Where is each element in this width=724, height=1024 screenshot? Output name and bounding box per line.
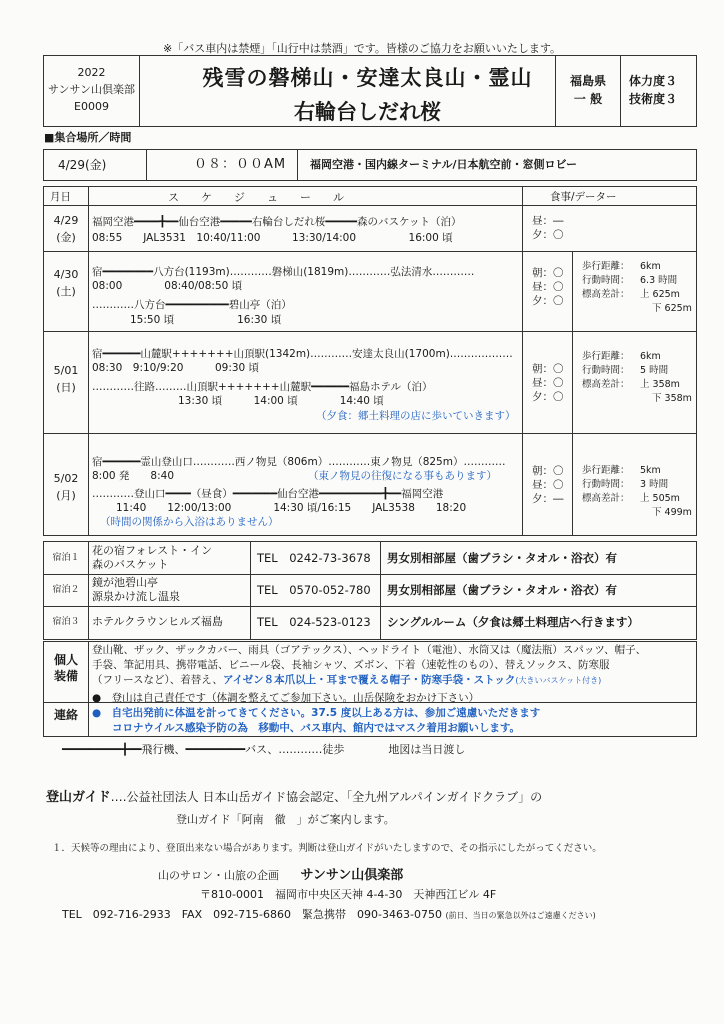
title-line2: 右輪台しだれ桜 — [294, 100, 441, 124]
meal-lunch: 昼：― — [532, 215, 564, 227]
day-date — [44, 362, 88, 396]
stat-value: 上 358m — [640, 379, 680, 390]
year: 2022 — [77, 66, 106, 79]
equipment-text: （フリースなど）、着替え、 — [92, 674, 223, 686]
organizer — [158, 864, 403, 883]
dow-text: (日) — [56, 381, 76, 394]
bath-note: （時間の関係から入浴はありません） — [100, 516, 279, 528]
hike-stats — [582, 260, 692, 314]
stat-value: 6km — [640, 261, 661, 272]
stat-label: 歩行距離： — [582, 261, 630, 272]
meals — [532, 464, 564, 506]
date-text: 5/01 — [53, 364, 79, 377]
stat-value: 下 625m — [652, 303, 692, 314]
time-line: 08:00 08:40/08:50 頃 — [92, 280, 243, 292]
day-row — [44, 433, 696, 536]
stat-value: 上 505m — [640, 493, 680, 504]
tour-header — [43, 55, 697, 127]
label-line2: 装備 — [53, 669, 78, 683]
notice-text: ※「バス車内は禁煙」「山行中は禁酒」です。皆様のご協力をお願いいたします。 — [163, 42, 561, 55]
equipment-line: 手袋、筆記用具、携帯電話、ビニール袋、長袖シャツ、ズボン、下着（速乾性のもの）、替えソックス、防寒服 — [92, 659, 610, 671]
dow-text: (月) — [56, 489, 76, 502]
equipment-required: アイゼン８本爪以上・耳まで覆える帽子・防寒手袋・ストック — [222, 674, 516, 686]
dow-text: (金) — [56, 231, 76, 244]
stat-value: 3 時間 — [640, 479, 669, 490]
stamina: 体力度３ — [629, 74, 678, 88]
name-line1: ホテルクラウンヒルズ福島 — [92, 615, 223, 628]
phone-line: TEL 092-716-2933 FAX 092-715-6860 緊急携帯 090-3463-0750 — [62, 908, 442, 921]
time-line: 11:40 12:00/13:00 14:30 頃/16:15 JAL3538 18:20 — [116, 502, 467, 514]
stat-elevation — [582, 378, 680, 392]
dinner-note: （夕食：郷土料理の店に歩いていきます） — [316, 410, 516, 422]
guide-text: ‥‥公益社団法人 日本山岳ガイド協会認定、「全九州アルパインガイドクラブ」の — [110, 790, 543, 804]
time-line: 13:30 頃 14:00 頃 14:40 頃 — [178, 395, 384, 407]
meeting-date: 4/29(金) — [58, 158, 107, 172]
schedule-table — [43, 186, 697, 536]
address: 〒810-0001 福岡市中央区天神 4-4-30 天神西江ビル 4F — [200, 888, 497, 901]
col-meal-header: 食事/データー — [550, 191, 617, 203]
day-row — [44, 205, 696, 252]
stat-time — [582, 274, 678, 288]
date-text: 4/29 — [53, 214, 79, 227]
lodging-tel: TEL 024-523-0123 — [257, 615, 371, 629]
guide-name: 登山ガイド「阿南 徹 」がご案内します。 — [176, 813, 395, 826]
equipment-list — [92, 643, 646, 688]
meal-dinner: 夕：〇 — [532, 295, 564, 307]
stat-elevation — [582, 288, 680, 302]
meeting-place: 福岡空港・国内線ターミナル/日本航空前・窓側ロビー — [310, 158, 578, 171]
lodging-name — [92, 615, 223, 629]
difficulty — [621, 56, 696, 126]
club-name: サンサン山倶楽部 — [48, 83, 135, 96]
route-line: …………往路………山頂駅+++++++山麓駅━━━━━━福島ホテル（泊） — [92, 381, 433, 393]
route-line: …………登山口━━━━（昼食）━━━━━━━仙台空港━━━━━━━━━━╋━━福岡空港 — [92, 488, 444, 500]
stat-value: 下 499m — [652, 507, 692, 518]
label-line1: 個人 — [53, 653, 78, 667]
meeting-section-label: ■集合場所／時間 — [44, 131, 132, 144]
stat-label: 歩行距離： — [582, 351, 630, 362]
col-date-header: 月日 — [50, 191, 71, 203]
dow-text: (土) — [56, 285, 76, 298]
contact-label: 連絡 — [53, 708, 78, 722]
lodging-note: シングルルーム（夕食は郷土料理店へ行きます） — [387, 615, 639, 629]
stat-label: 歩行距離： — [582, 465, 630, 476]
meal-dinner: 夕：― — [532, 493, 564, 505]
day-row — [44, 251, 696, 332]
stat-label: 行動時間： — [582, 365, 630, 376]
lodging-table — [43, 541, 697, 640]
day-date — [44, 266, 88, 300]
equipment-label — [44, 652, 88, 684]
route-line: 宿━━━━━━山麓駅+++++++山頂駅(1342m)…………安達太良山(1700m)……………… — [92, 348, 513, 360]
name-line1: 鏡が池碧山亭 — [92, 576, 158, 589]
contact-box — [43, 690, 697, 737]
rule-text: １．天候等の理由により、登頂出来ない場合があります。判断は登山ガイドがいたしますので、その指示にしたがってください。 — [52, 843, 602, 854]
route-line: …………八方台━━━━━━━━━━碧山亭（泊） — [92, 299, 292, 311]
stat-value: 5km — [640, 465, 661, 476]
stat-label: 標高差計： — [582, 289, 630, 300]
contact-item: ● 登山は自己責任です（体調を整えてご参加下さい。山岳保険をおかけ下さい） — [92, 692, 480, 704]
route-line: 福岡空港━━━━╋━━仙台空港━━━━━右輪台しだれ桜━━━━━森のバスケット（泊） — [92, 216, 462, 228]
col-schedule-header: ス ケ ジ ュ ー ル — [168, 191, 344, 204]
time-line: 15:50 頃 16:30 頃 — [130, 314, 282, 326]
title-line1: 残雪の磐梯山・安達太良山・霊山 — [202, 66, 533, 90]
meals — [532, 362, 564, 404]
route-line: 宿━━━━━━━━八方台(1193m)…………磐梯山(1819m)…………弘法清水………… — [92, 266, 475, 278]
stat-label: 標高差計： — [582, 379, 630, 390]
stat-distance — [582, 260, 661, 274]
region-level — [555, 56, 621, 126]
time-line: 08:30 9:10/9:20 09:30 頃 — [92, 362, 260, 374]
lodging-tel: TEL 0242-73-3678 — [257, 551, 371, 565]
stat-value: 6km — [640, 351, 661, 362]
day-date — [44, 212, 88, 246]
stat-distance — [582, 464, 661, 478]
stat-time — [582, 478, 669, 492]
divider — [146, 150, 147, 180]
level: 一 般 — [573, 92, 603, 106]
meal-dinner: 夕：〇 — [532, 229, 564, 241]
meal-breakfast: 朝：〇 — [532, 465, 564, 477]
stat-label: 行動時間： — [582, 275, 630, 286]
name-line1: 花の宿フォレスト・イン — [92, 544, 213, 557]
equipment-line: 登山靴、ザック、ザックカバー、雨具（ゴアテックス）、ヘッドライト（電池）、水筒又は（魔法瓶）スパッツ、帽子、 — [92, 644, 647, 656]
stat-label: 行動時間： — [582, 479, 630, 490]
stat-label: 標高差計： — [582, 493, 630, 504]
stat-value: 下 358m — [652, 393, 692, 404]
meeting-box — [43, 149, 697, 181]
lodging-label: 宿泊２ — [52, 585, 80, 595]
meal-lunch: 昼：〇 — [532, 479, 564, 491]
date-text: 5/02 — [53, 472, 79, 485]
meal-lunch: 昼：〇 — [532, 281, 564, 293]
stat-distance — [582, 350, 661, 364]
stat-value: 上 625m — [640, 289, 680, 300]
org-name: サンサン山倶楽部 — [300, 868, 404, 883]
hike-stats — [582, 464, 692, 518]
meals — [532, 214, 564, 242]
day-date — [44, 470, 88, 504]
meal-breakfast: 朝：〇 — [532, 267, 564, 279]
lodging-note: 男女別相部屋（歯ブラシ・タオル・浴衣）有 — [387, 551, 617, 565]
contact-item: ● 自宅出発前に体温を計ってきてください。37.5 度以上ある方は、参加ご遠慮いただきます — [92, 707, 541, 719]
name-line2: 源泉かけ流し温泉 — [92, 590, 180, 603]
time-line: 08:55 JAL3531 10:40/11:00 13:30/14:00 16:00 頃 — [92, 232, 453, 244]
prefecture: 福島県 — [569, 74, 606, 88]
day-row — [44, 331, 696, 434]
equipment-note: (大きいバスケット付き) — [515, 676, 602, 685]
route-line: 宿━━━━━━霊山登山口…………西ノ物見（806m）…………東ノ物見（825m）………… — [92, 456, 506, 468]
lodging-label: 宿泊１ — [52, 553, 80, 563]
lodging-name — [92, 576, 180, 604]
hike-stats — [582, 350, 692, 404]
technique: 技術度３ — [629, 92, 678, 106]
tour-code: E0009 — [74, 100, 109, 113]
equipment-line — [92, 673, 646, 688]
phone-note: (前日、当日の緊急以外はご遠慮ください) — [445, 911, 596, 920]
divider — [297, 150, 298, 180]
name-line2: 森のバスケット — [92, 558, 169, 571]
lodging-tel: TEL 0570-052-780 — [257, 583, 371, 597]
lodging-row — [44, 574, 696, 607]
stat-time — [582, 364, 669, 378]
legend: ━━━━━━━━━╋━━飛行機、━━━━━━━━━バス、…………徒歩 地図は当日渡し — [62, 743, 466, 756]
time-line: 8:00 発 8:40 — [92, 470, 174, 482]
lodging-note: 男女別相部屋（歯ブラシ・タオル・浴衣）有 — [387, 583, 617, 597]
lodging-row — [44, 606, 696, 638]
org-prefix: 山のサロン・山旅の企画 — [158, 869, 279, 882]
club-info — [44, 56, 140, 126]
meals — [532, 266, 564, 308]
stat-value: 6.3 時間 — [640, 275, 678, 286]
contact-list — [92, 691, 540, 736]
stat-value: 5 時間 — [640, 365, 669, 376]
tour-title — [140, 56, 595, 126]
contact-numbers — [62, 906, 596, 922]
divider — [88, 690, 89, 736]
meal-lunch: 昼：〇 — [532, 377, 564, 389]
stat-elevation — [582, 492, 680, 506]
meal-dinner: 夕：〇 — [532, 391, 564, 403]
lodging-name — [92, 544, 212, 572]
meeting-time: ０８：００AM — [194, 157, 287, 172]
guide-title: 登山ガイド — [46, 790, 111, 805]
guide-info — [46, 786, 542, 805]
route-note: （東ノ物見の往復になる事もあります） — [308, 470, 497, 482]
meal-breakfast: 朝：〇 — [532, 363, 564, 375]
lodging-row — [44, 542, 696, 575]
lodging-label: 宿泊３ — [52, 617, 80, 627]
contact-item: コロナウイルス感染予防の為 移動中、バス車内、館内ではマスク着用お願いします。 — [112, 722, 521, 734]
date-text: 4/30 — [53, 268, 79, 281]
